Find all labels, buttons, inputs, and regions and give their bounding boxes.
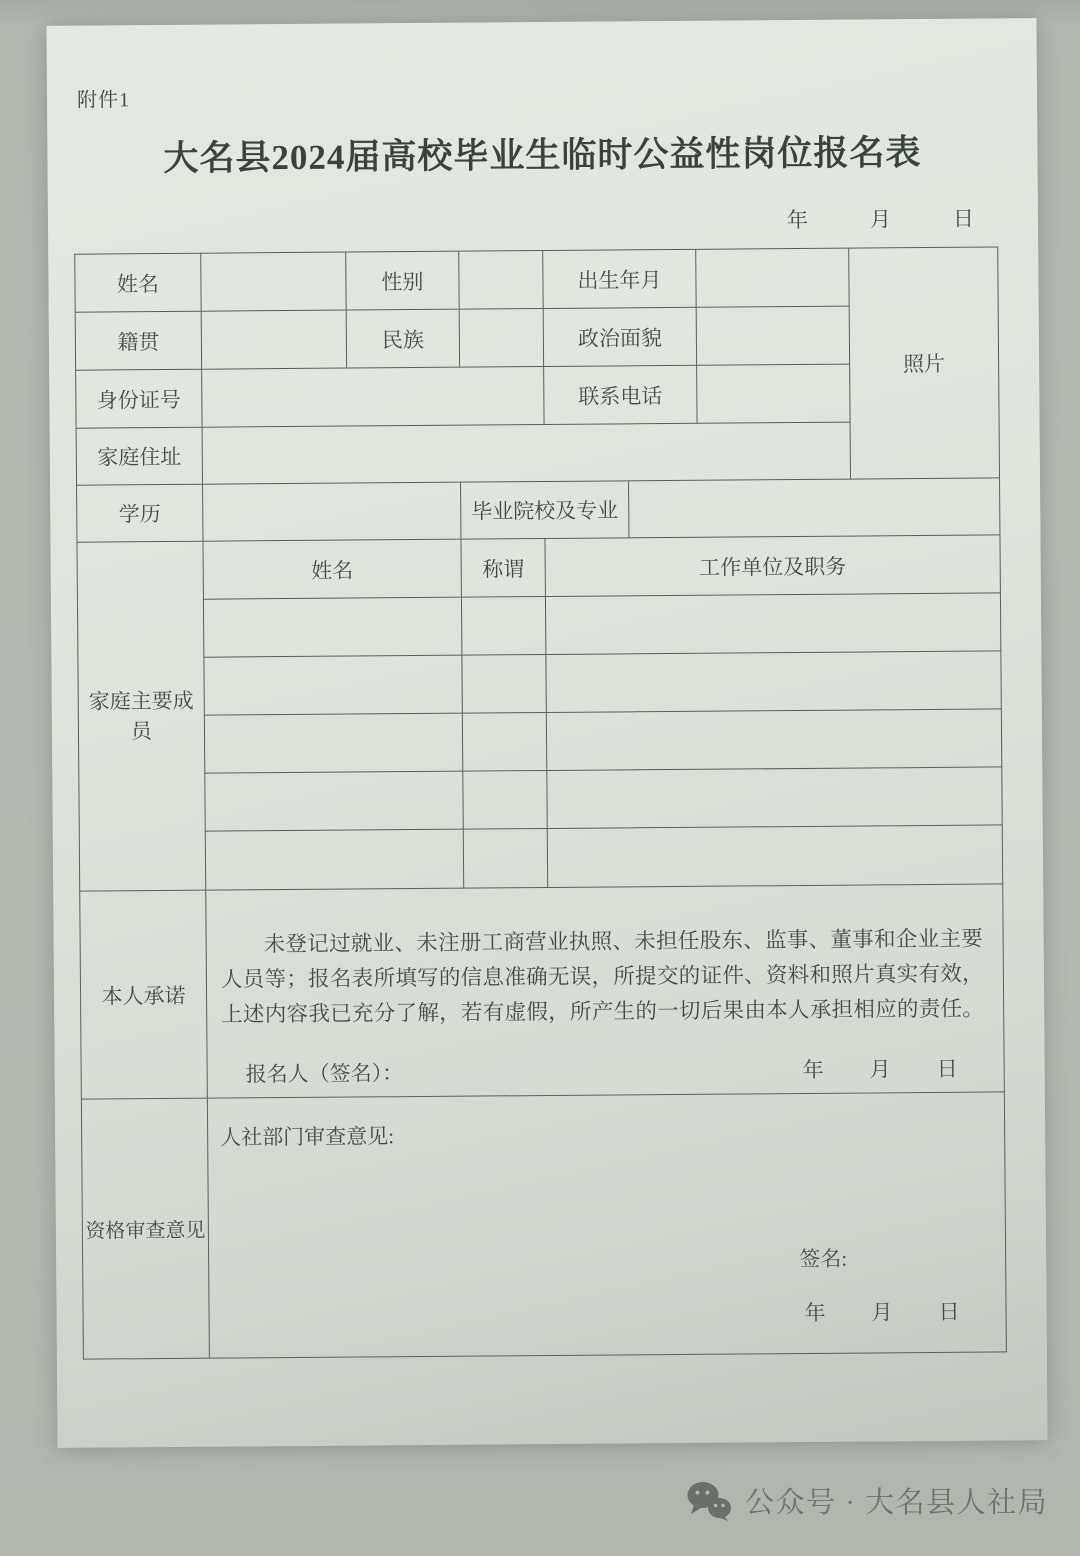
month-label: 月	[871, 1299, 893, 1324]
page-title: 大名县2024届高校毕业生临时公益性岗位报名表	[163, 133, 922, 178]
family-member-relation-cell	[463, 771, 547, 830]
gender-label-cell: 性别	[346, 251, 459, 310]
address-value-cell	[202, 422, 850, 484]
education-value-cell	[203, 482, 461, 541]
family-member-relation-cell	[462, 655, 546, 714]
phone-label-cell: 联系电话	[544, 365, 697, 424]
family-member-row	[77, 593, 1000, 658]
review-row	[81, 1092, 1006, 1359]
ethnicity-value-cell	[459, 309, 543, 368]
school-label-cell: 毕业院校及专业	[461, 481, 629, 539]
birth-label-cell: 出生年月	[543, 249, 696, 308]
name-value-cell	[201, 252, 346, 311]
commitment-text: 未登记过就业、未注册工商营业执照、未担任股东、监事、董事和企业主要人员等；报名表所填写的信息准确无误，所提交的证件、资料和照片真实有效，上述内容我已充分了解，若有虚假，所产生的一切后果由本人承担相应的责任。	[220, 926, 985, 1027]
family-member-workplace-cell	[547, 825, 1002, 888]
family-member-workplace-cell	[547, 767, 1002, 829]
year-label: 年	[802, 1057, 824, 1083]
family-member-row	[78, 651, 1001, 716]
family-member-name-cell	[204, 713, 462, 773]
family-relation-header-cell: 称谓	[461, 539, 545, 598]
review-content-cell	[207, 1092, 1006, 1358]
family-section-label-cell	[77, 541, 206, 891]
family-section-label: 家庭主要成员	[88, 688, 194, 744]
political-label-cell: 政治面貌	[543, 307, 696, 366]
hr-department-opinion-label: 人社部门审查意见:	[220, 1123, 395, 1150]
origin-value-cell	[201, 310, 346, 369]
wechat-account-name: 公众号 · 大名县人社局	[745, 1487, 1049, 1519]
wechat-icon	[686, 1481, 732, 1521]
commitment-content-cell	[206, 884, 1005, 1098]
review-label-cell	[81, 1098, 209, 1359]
year-label: 年	[786, 207, 809, 233]
family-member-relation-cell	[461, 597, 545, 656]
day-label: 日	[936, 1056, 958, 1081]
day-label: 日	[952, 206, 975, 231]
applicant-signature-label: 报名人（签名）：	[245, 1061, 404, 1087]
family-member-name-cell	[205, 771, 463, 831]
commitment-date-line	[803, 1053, 958, 1084]
month-label: 月	[869, 207, 892, 232]
family-member-workplace-cell	[546, 651, 1001, 713]
birth-value-cell	[696, 248, 849, 307]
address-label-cell: 家庭住址	[76, 427, 202, 485]
header-date-line	[787, 203, 974, 234]
review-signature-label: 签名:	[799, 1246, 848, 1271]
family-workplace-header-cell: 工作单位及职务	[545, 535, 1000, 597]
family-member-name-cell	[203, 597, 461, 657]
id-label-cell: 身份证号	[76, 369, 202, 428]
origin-label-cell: 籍贯	[75, 311, 201, 370]
gender-value-cell	[459, 251, 543, 310]
application-form-table	[74, 246, 1007, 1359]
family-member-row	[79, 825, 1002, 891]
family-member-row	[78, 709, 1001, 774]
commitment-row	[80, 884, 1005, 1099]
row-name	[75, 247, 998, 312]
family-member-workplace-cell	[546, 709, 1001, 771]
row-education	[77, 478, 1000, 542]
photo-cell: 照片	[849, 247, 1000, 479]
family-member-relation-cell	[462, 713, 546, 772]
family-member-relation-cell	[463, 829, 547, 889]
wechat-account-banner	[686, 1480, 1048, 1521]
form-paper	[46, 18, 1047, 1448]
education-label-cell: 学历	[77, 484, 203, 542]
family-member-row	[79, 767, 1002, 832]
review-date-line	[804, 1295, 959, 1326]
family-name-header-cell: 姓名	[203, 539, 461, 599]
id-value-cell	[202, 367, 544, 428]
review-section-label: 资格审查意见	[85, 1219, 206, 1243]
family-header-row	[77, 535, 1000, 600]
family-member-name-cell	[204, 655, 462, 715]
name-label-cell: 姓名	[75, 253, 201, 312]
ethnicity-label-cell: 民族	[346, 309, 459, 368]
attachment-label: 附件1	[76, 89, 131, 112]
phone-value-cell	[697, 364, 850, 423]
school-value-cell	[629, 478, 1000, 538]
year-label: 年	[804, 1300, 826, 1325]
family-member-workplace-cell	[545, 593, 1000, 655]
month-label: 月	[869, 1057, 891, 1082]
commitment-label-cell: 本人承诺	[80, 890, 208, 1099]
family-member-name-cell	[205, 829, 463, 890]
political-value-cell	[696, 306, 849, 365]
day-label: 日	[938, 1299, 960, 1324]
